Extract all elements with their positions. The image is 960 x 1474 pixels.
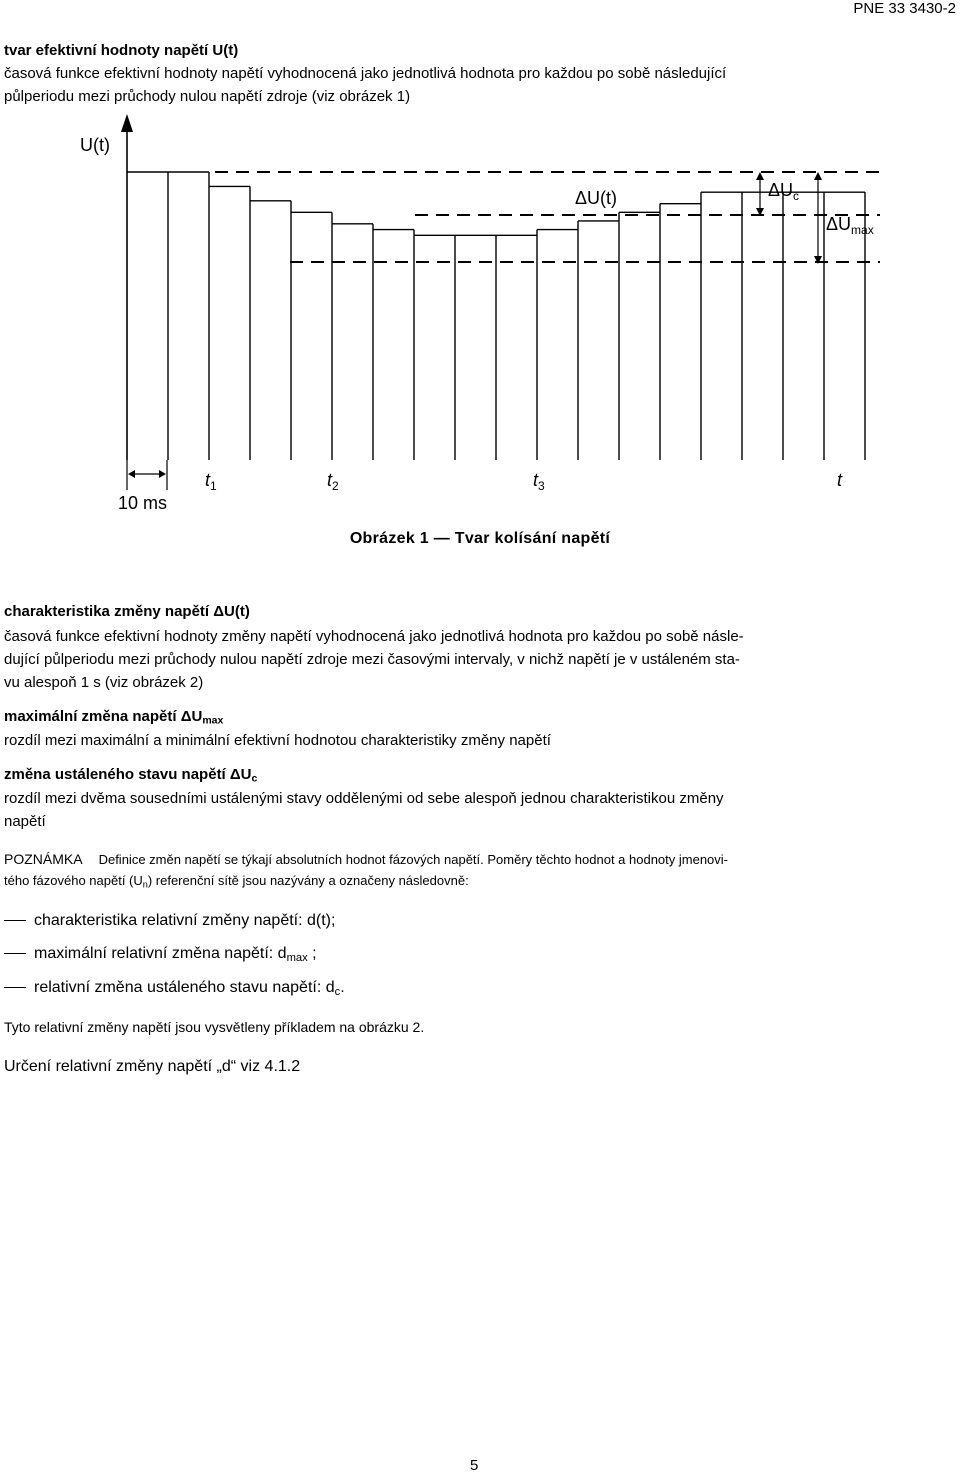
document-header: PNE 33 3430-2 bbox=[853, 0, 956, 17]
delta-uc-label: $\Delta U_c$ bbox=[768, 180, 800, 203]
definition-line: napětí bbox=[4, 813, 46, 830]
interval-10ms-label: 10 ms bbox=[118, 493, 168, 513]
definition-line: dující půlperiodu mezi průchody nulou napětí zdroje mezi časovými intervaly, v nichž napětí je v ustáleném sta- bbox=[4, 651, 740, 668]
term-change-characteristic: charakteristika změny napětí ΔU(t) bbox=[4, 603, 250, 620]
definition-line: časová funkce efektivní hodnoty napětí vyhodnocená jako jednotlivá hodnota pro každou po sobě následující bbox=[4, 65, 727, 82]
t3-label: $t_3$ bbox=[533, 470, 545, 493]
t2-label: $t_2$ bbox=[327, 470, 339, 493]
list-item: maximální relativní změna napětí: $d_{max}$ ; bbox=[4, 945, 317, 964]
figure-caption: Obrázek 1 — Tvar kolísání napětí bbox=[349, 530, 611, 547]
note-line: POZNÁMKA Definice změn napětí se týkají absolutních hodnot fázových napětí. Poměry těchto hodnot a hodnoty jmenovi- bbox=[4, 851, 729, 867]
y-axis-arrowhead bbox=[121, 114, 133, 132]
delta-u-t-label: ΔU(t) bbox=[575, 188, 618, 208]
note-line: tého fázového napětí $(U_n)$ referenční sítě jsou nazývány a označeny následovně: bbox=[4, 873, 469, 890]
definition-line: půlperiodu mezi průchody nulou napětí zdroje (viz obrázek 1) bbox=[4, 88, 411, 105]
term-steady-state-change: změna ustáleného stavu napětí $\Delta U_c$ bbox=[4, 766, 258, 785]
list-item: charakteristika relativní změny napětí: d(t); bbox=[4, 912, 335, 930]
definition-line: časová funkce efektivní hodnoty změny napětí vyhodnocená jako jednotlivá hodnota pro každou po sobě násle- bbox=[4, 628, 744, 645]
term-max-change: maximální změna napětí $\Delta U_{max}$ bbox=[4, 708, 224, 727]
delta-umax-label: $\Delta U_{max}$ bbox=[826, 214, 874, 237]
definition-line: rozdíl mezi maximální a minimální efektivní hodnotou charakteristiky změny napětí bbox=[4, 732, 551, 749]
list-item: relativní změna ustáleného stavu napětí: $d_c$. bbox=[4, 979, 345, 998]
definition-line: rozdíl mezi dvěma sousedními ustálenými stavy oddělenými od sebe alespoň jednou charakteristikou změny bbox=[4, 790, 724, 807]
t1-label: $t_1$ bbox=[205, 470, 217, 493]
footer-note: Tyto relativní změny napětí jsou vysvětleny příkladem na obrázku 2. bbox=[4, 1019, 425, 1035]
definition-line: vu alespoň 1 s (viz obrázek 2) bbox=[4, 674, 204, 691]
term-voltage-shape: tvar efektivní hodnoty napětí U(t) bbox=[4, 42, 239, 59]
reference-line: Určení relativní změny napětí „d“ viz 4.1.2 bbox=[4, 1058, 301, 1075]
y-axis-label: U(t) bbox=[80, 135, 110, 155]
page-number: 5 bbox=[470, 1457, 479, 1474]
voltage-fluctuation-figure bbox=[0, 110, 960, 520]
x-axis-label: t bbox=[837, 470, 843, 490]
